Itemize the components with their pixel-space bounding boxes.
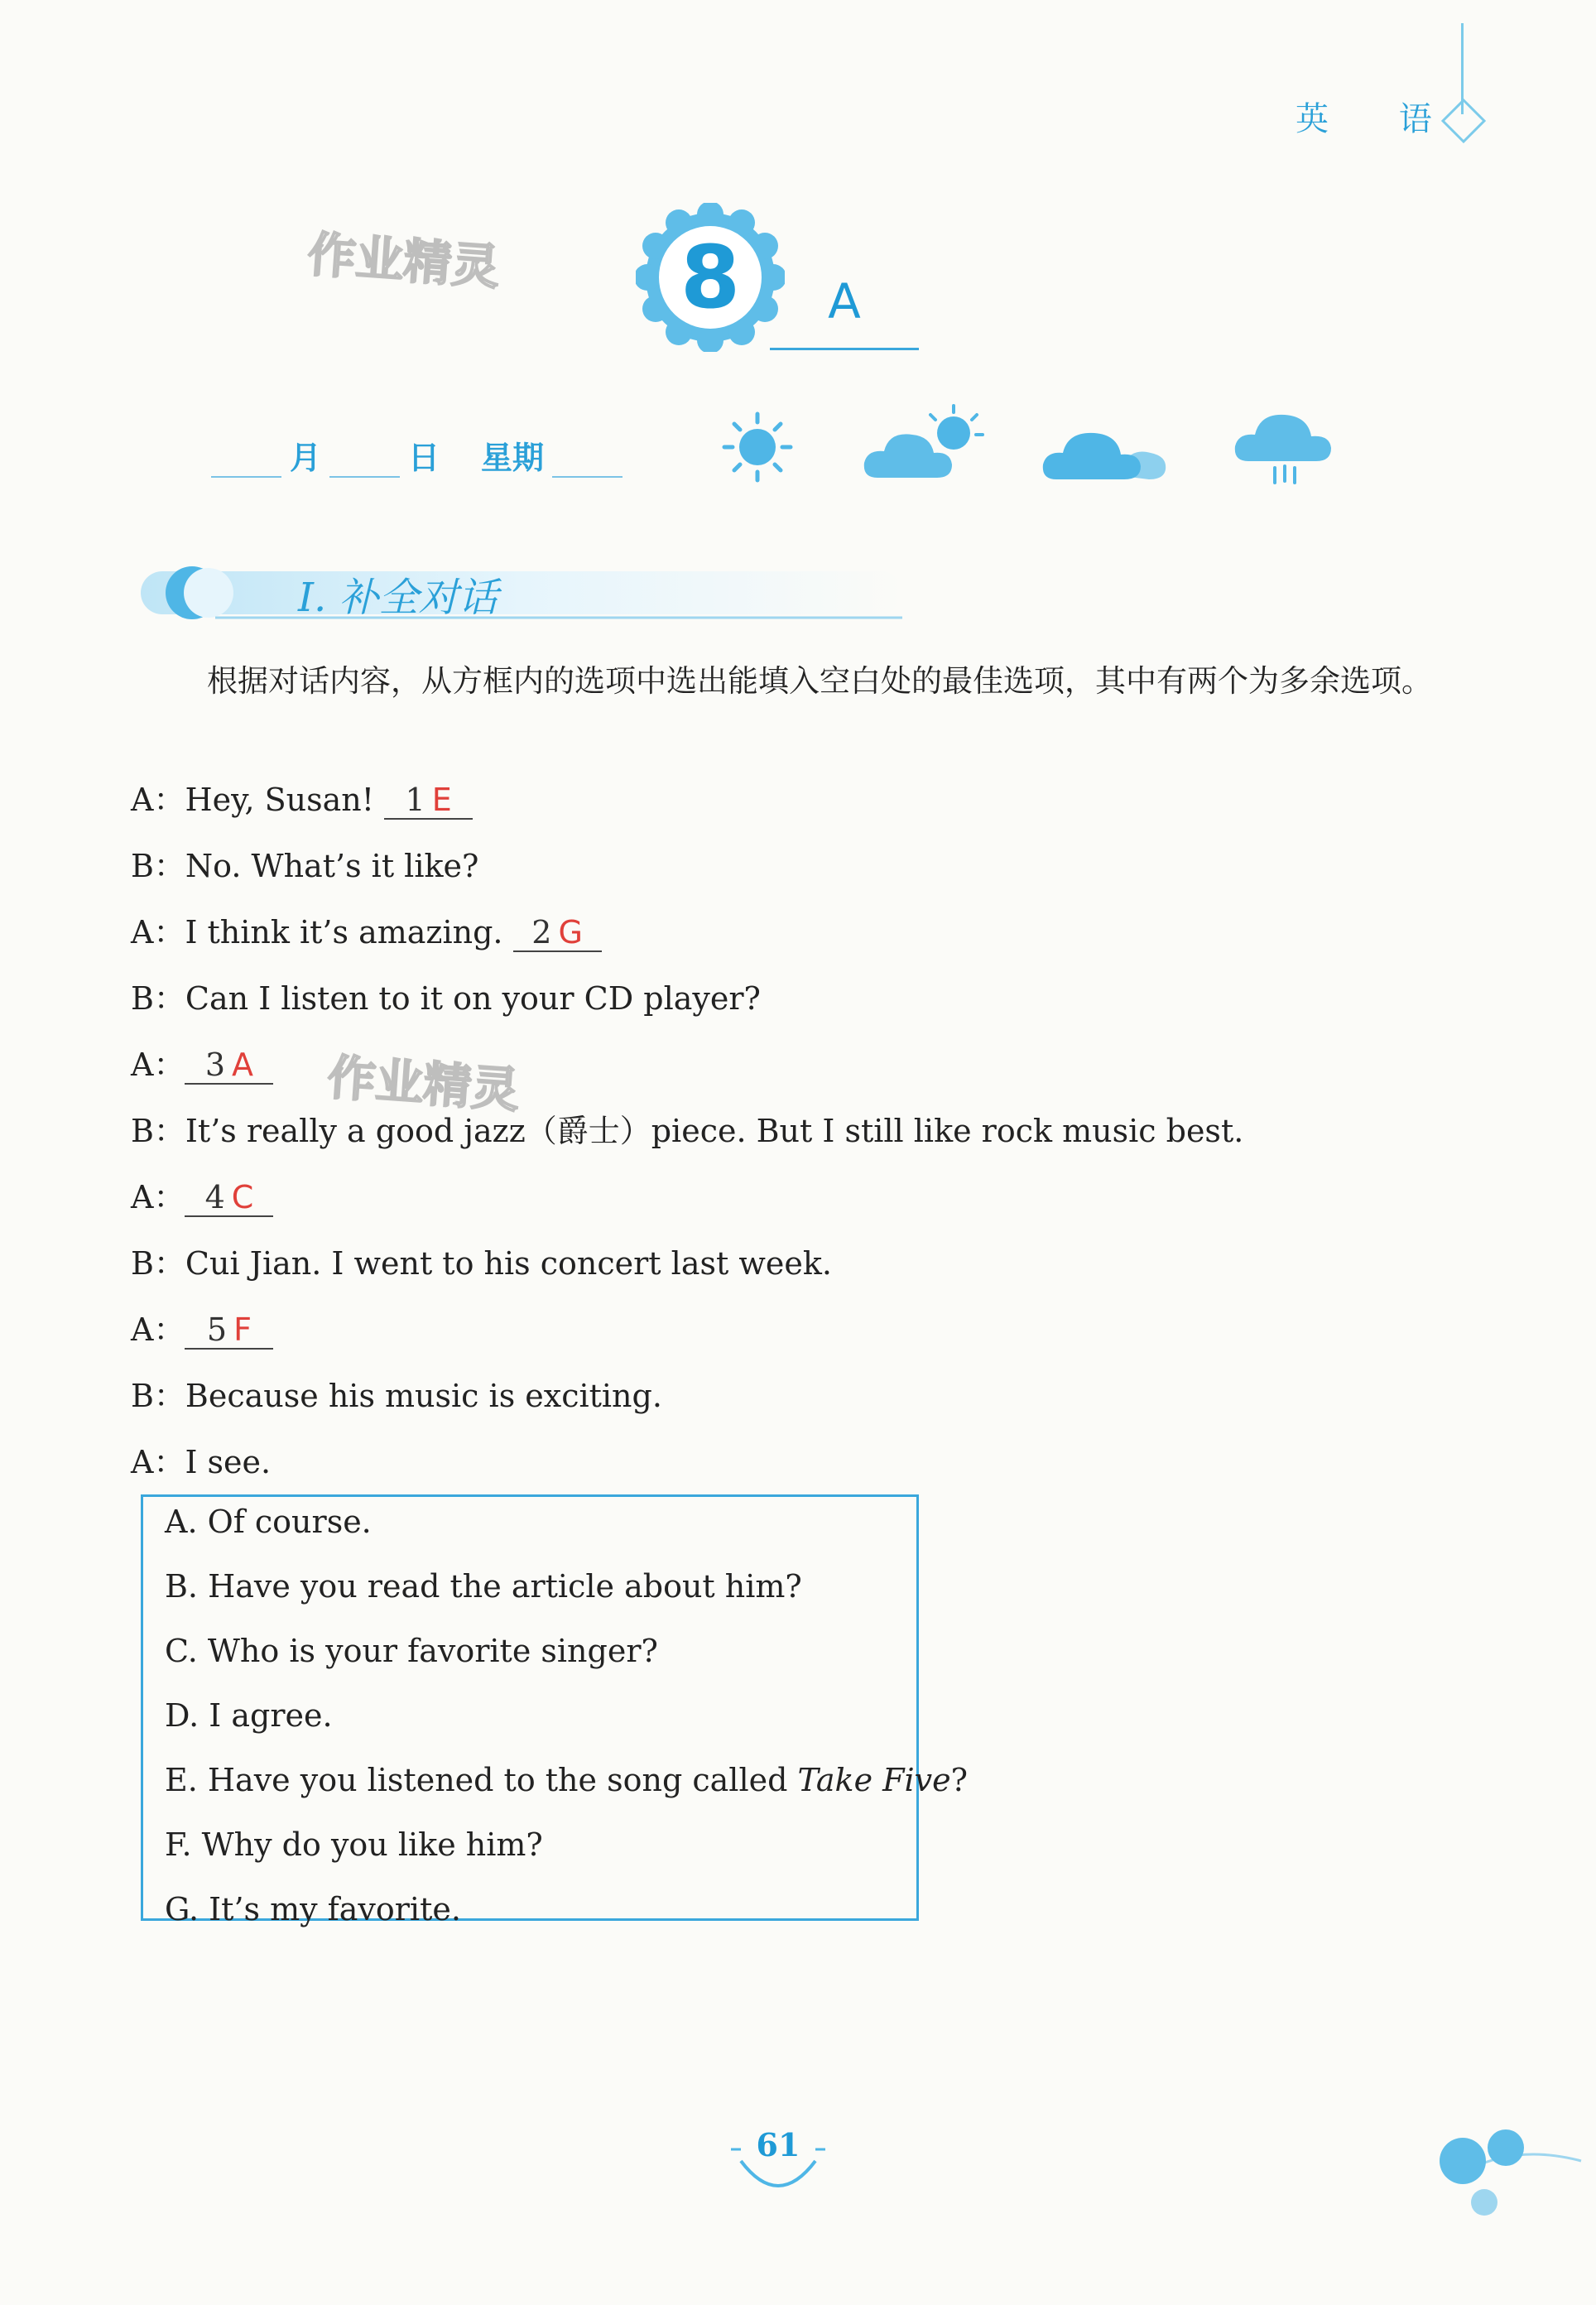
- answer-mark: F: [233, 1311, 252, 1348]
- subject-label: 英 语: [1296, 100, 1462, 138]
- sun-icon: [716, 402, 799, 484]
- options-box: [141, 1494, 968, 1927]
- month-label: 月: [290, 440, 322, 476]
- answer-blank[interactable]: 5 F: [185, 1311, 273, 1350]
- cloud-icon: [1041, 402, 1174, 484]
- unit-underline: [770, 348, 919, 350]
- answer-mark: G: [558, 914, 583, 950]
- decorative-dots-icon: [1436, 2120, 1585, 2219]
- option-item: G. It’s my favorite.: [165, 1891, 461, 1927]
- section-header-bar: [141, 563, 902, 621]
- dialogue-line: A：I think it’s amazing. 2 G: [131, 907, 602, 952]
- sun-cloud-icon: [861, 402, 993, 484]
- dialogue-line: B：No. What’s it like?: [131, 848, 479, 884]
- option-item: D. I agree.: [165, 1697, 333, 1734]
- section-title: Ⅰ. 补全对话: [298, 575, 498, 621]
- option-item: C. Who is your favorite singer?: [165, 1633, 658, 1669]
- dialogue-line: A： 3 A: [131, 1039, 273, 1085]
- dialogue-line: B：Because his music is exciting.: [131, 1378, 662, 1414]
- day-blank[interactable]: [329, 440, 400, 478]
- dialogue-line: A： 5 F: [131, 1304, 273, 1350]
- answer-mark: E: [431, 782, 452, 818]
- answer-blank[interactable]: 1 E: [384, 782, 473, 820]
- watermark: 作业精灵: [325, 1048, 522, 1119]
- option-item: E. Have you listened to the song called Take Five?: [165, 1762, 968, 1798]
- date-row: [211, 432, 623, 474]
- dialogue-line: A：Hey, Susan! 1 E: [131, 774, 473, 820]
- dialogue-line: B：Cui Jian. I went to his concert last week.: [131, 1245, 832, 1282]
- dialogue-line: B：It’s really a good jazz（爵士）piece. But I still like rock music best.: [131, 1113, 1244, 1149]
- dialogue-line: A：I see.: [131, 1444, 272, 1480]
- answer-mark: A: [232, 1047, 254, 1083]
- answer-blank[interactable]: 2 G: [513, 914, 602, 952]
- page-number: 61: [756, 2126, 800, 2163]
- option-item: F. Why do you like him?: [165, 1826, 543, 1863]
- month-blank[interactable]: [211, 440, 281, 478]
- dialogue-line: B：Can I listen to it on your CD player?: [131, 980, 761, 1017]
- diamond-icon: [1440, 98, 1487, 144]
- week-blank[interactable]: [552, 440, 623, 478]
- option-item: B. Have you read the article about him?: [165, 1568, 802, 1605]
- watermark: 作业精灵: [305, 225, 502, 296]
- week-label: 星期: [481, 440, 545, 476]
- instruction-text: 根据对话内容，从方框内的选项中选出能填入空白处的最佳选项，其中有两个为多余选项。: [207, 663, 1432, 699]
- unit-letter: A: [828, 273, 861, 330]
- answer-mark: C: [231, 1179, 254, 1215]
- unit-number: 8: [680, 227, 741, 328]
- day-label: 日: [408, 440, 440, 476]
- answer-blank[interactable]: 3 A: [185, 1047, 273, 1085]
- option-item: A. Of course.: [165, 1504, 372, 1540]
- dialogue-line: A： 4 C: [131, 1172, 273, 1217]
- answer-blank[interactable]: 4 C: [185, 1179, 273, 1217]
- rain-icon: [1233, 402, 1341, 493]
